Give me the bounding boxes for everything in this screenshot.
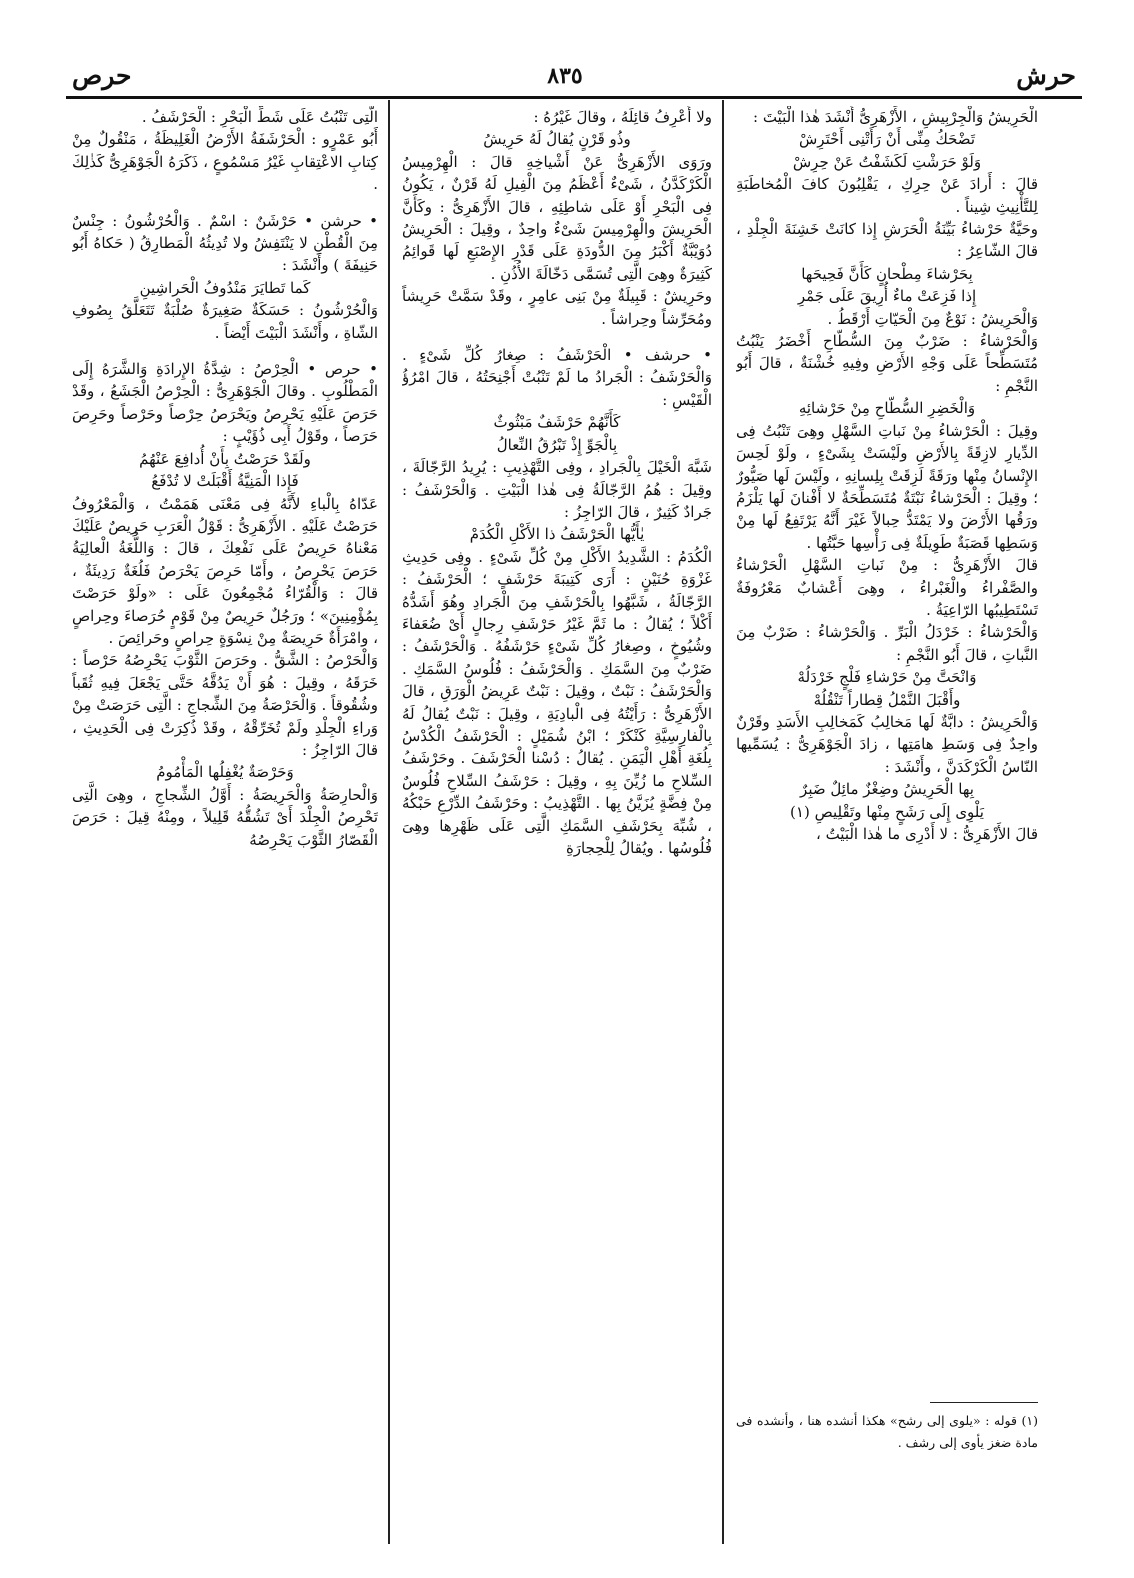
verse-line: وأَقْبَلَ النَّمْلُ قِطاراً تَنْقُلُهْ xyxy=(813,690,961,709)
verse-line: تَضْحَكُ مِنِّى أَنْ رَأَتْنِى أَحْتَرِشْ xyxy=(799,130,975,149)
verse-line: وذُو قَرْنٍ يُقالُ لَهُ حَرِيشُ xyxy=(483,130,631,149)
header-rule xyxy=(66,96,1082,99)
verse-line: ولَقَدْ حَرَصْتُ بِأَنْ أُدافِعَ عَنْهُمُ xyxy=(139,449,311,468)
entry-paragraph: • حرشف • الْحَرْشَفُ : صِغارُ كُلِّ شَىْءٍ . وَالْحَرْشَفُ : الْجَرادُ ما لَمْ تَنْبُتْ أَجْنِحَتُهُ ، قالَ امْرُؤُ الْقَيْسِ : xyxy=(402,346,712,409)
paragraph: قالَ الأَزْهَرِىُّ : مِنْ نَباتِ السَّهْلِ الْحَرْشاءُ والصَّفْراءُ والْغَبْراءُ ، وهِىَ أَعْشابٌ مَعْرُوفَةٌ تَسْتَطِيبُها الرّاعِيَةُ . xyxy=(736,556,1038,619)
verse-line: وَلَوْ حَرَشْتِ لَكَشَفْتُ عَنْ حِرِشْ xyxy=(792,152,982,171)
paragraph: عَدّاهُ بِالْباءِ لأَنَّهُ فِى مَعْنَى هَمَمْتُ ، وَالْمَعْرُوفُ حَرَصْتُ عَلَيْهِ . الأَزْهَرِىُّ : قَوْلُ الْعَرَبِ حَرِيصٌ عَلَيْكَ مَعْناهُ حَرِيصٌ عَلَى نَفْعِكَ ، قالَ : وَاللُّغَةُ الْعالِيَةُ حَرَصَ يَحْرِصُ ، وأَمّا حَرِصَ يَحْرَصُ فَلُغَةٌ رَدِيئَةٌ ، قالَ : وَالْقُرّاءُ مُجْمِعُونَ عَلَى : «ولَوْ حَرَصْتَ بِمُؤْمِنِينَ» ؛ ورَجُلٌ حَرِيصٌ مِنْ قَوْمٍ حُرَصاءَ وحِراصٍ ، وامْرَأَةٌ حَرِيصَةٌ مِنْ نِسْوَةٍ حِراصٍ وحَرائِصَ . xyxy=(72,494,378,647)
verse-line: كَأَنَّهُمْ حَرْشَفٌ مَبْثُوثٌ xyxy=(493,413,621,432)
verse-line: وَحَرْصَةٌ يُغْفِلُها الْمَأْمُومُ xyxy=(156,763,294,782)
paragraph: الَّتِى تَنْبُتُ عَلَى شَطِّ الْبَحْرِ : الْحَرْشَفُ . xyxy=(141,108,378,126)
column-middle xyxy=(402,106,712,1538)
verse-line: وَانْحَتَّ مِنْ حَرْشاءِ فَلْجٍ خَرْدَلُهْ xyxy=(797,668,977,687)
paragraph: وَالْحُرْشُونُ : حَسَكَةٌ صَغِيرَةٌ صُلْبَةٌ تَتَعَلَّقُ بِصُوفِ الشّاةِ ، وأَنْشَدَ الْبَيْتَ أَيْضاً . xyxy=(72,301,378,342)
paragraph: أَبُو عَمْرٍو : الْحَرْشَفَةُ الأَرْضُ الْغَلِيظَةُ ، مَنْقُولٌ مِنْ كِتابِ الاعْتِقابِ غَيْرُ مَسْمُوعٍ ، ذَكَرَهُ الْجَوْهَرِىُّ كَذٰلِكَ . xyxy=(72,130,378,194)
paragraph: وَالْحَرْشاءُ : ضَرْبٌ مِنَ السُّطّاحِ أَخْضَرُ يَنْبُتُ مُتَسَطِّحاً عَلَى وَجْهِ الأَرْضِ وفِيهِ خُشْنَةٌ ، قالَ أَبُو النَّجْمِ : xyxy=(736,332,1038,395)
page-number: ٨٣٥ xyxy=(547,63,583,89)
entry-paragraph: • حرشن • حَرْشَنٌ : اسْمٌ . وَالْحُرْشُونُ : جِنْسٌ مِنَ الْقُطْنِ لا يَنْتَفِشُ ولا تُدِيثُهُ الْمَطارِقُ ( حَكاهُ أَبُو حَنِيفَةَ ) وأَنْشَدَ : xyxy=(72,211,378,275)
header-left-keyword: حرص xyxy=(72,61,132,90)
column-divider-right xyxy=(722,100,724,1544)
paragraph: وَالْحَرِيشُ : دابَّةٌ لَها مَخالِبُ كَمَخالِبِ الأَسَدِ وقَرْنٌ واحِدٌ فِى وَسَطِ هامَتِها ، زادَ الْجَوْهَرِىُّ : يُسَمِّيها النّاسُ الْكَرْكَدَنَّ ، وأَنْشَدَ : xyxy=(736,712,1038,776)
column-left xyxy=(72,106,378,1538)
verse-line: يَلْوِى إِلَى رَشَحٍ مِنْها وتَقْلِيصِ (١) xyxy=(790,802,984,821)
paragraph: وَالْحَرِيشُ : نَوْعٌ مِنَ الْحَيّاتِ أَرْقَطُ . xyxy=(827,309,1038,328)
verse-line: بِالْجَوِّ إِذْ تَبْرُقُ النِّعالُ xyxy=(496,435,618,454)
verse-line: فَإِذا الْمَنِيَّةُ أَقْبَلَتْ لا تُدْفَعُ xyxy=(151,472,299,491)
paragraph: الْكُدَمُ : الشَّدِيدُ الأَكْلِ مِنْ كُلِّ شَىْءٍ . وفِى حَدِيثِ غَزْوَةِ حُنَيْنٍ : أَرَى كَتِيبَةَ حَرْشَفٍ ؛ الْحَرْشَفُ : الرَّجّالَةُ ، شَبَّهُوا بِالْحَرْشَفِ مِنَ الْجَرادِ وهُوَ أَشَدُّهُ أَكْلاً ؛ يُقالُ : ما ثَمَّ غَيْرُ حَرْشَفِ رِجالٍ أَىْ ضُعَفاءَ وشُيُوخٍ ، وصِغارُ كُلِّ شَىْءٍ حَرْشَفُهُ . وَالْحَرْشَفُ : ضَرْبٌ مِنَ السَّمَكِ . وَالْحَرْشَفُ : فُلُوسُ السَّمَكِ . وَالْحَرْشَفُ : نَبْتٌ ، وقِيلَ : نَبْتٌ عَرِيضُ الْوَرَقِ ، قالَ الأَزْهَرِىُّ : رَأَيْتُهُ فِى الْبادِيَةِ ، وقِيلَ : نَبْتٌ يُقالُ لَهُ بِالْفارِسِيَّةِ كَنْكَرْ ؛ ابْنُ شُمَيْلٍ : الْحَرْشَفُ الْكُدْسُ بِلُغَةِ أَهْلِ الْيَمَنِ . يُقالُ : دُسْنا الْحَرْشَفَ . وحَرْشَفُ السِّلاحِ ما زُيِّنَ بِهِ ، وقِيلَ : حَرْشَفُ السِّلاحِ فُلُوسٌ مِنْ فِضَّةٍ يُزَيَّنُ بِها . التَّهْذِيبُ : وحَرْشَفُ الدِّرْعِ حَبْكُهُ ، شُبِّهَ بِحَرْشَفِ السَّمَكِ الَّتِى عَلَى ظَهْرِها وهِىَ فُلُوسُها . ويُقالُ لِلْحِجارَةِ xyxy=(402,547,712,857)
paragraph: الْحَرِيشُ وَالْجِرْبِيشِ ، الأَزْهَرِىُّ أَنْشَدَ هٰذا الْبَيْتَ : xyxy=(753,108,1038,126)
paragraph: وَالْحَرْصُ : الشَّقُّ . وحَرَصَ الثَّوْبَ يَحْرِصُهُ حَرْصاً : خَرَقَهُ ، وقِيلَ : هُوَ أَنْ يَدُقَّهُ حَتَّى يَجْعَلَ فِيهِ ثُقَباً وشُقُوقاً . وَالْحَرْصَةُ مِنَ الشِّجاجِ : الَّتِى حَرَصَتْ مِنْ وَراءِ الْجِلْدِ ولَمْ تُخَرِّقْهُ ، وقَدْ ذُكِرَتْ فِى الْحَدِيثِ ، قالَ الرّاجِزُ : xyxy=(72,651,378,759)
paragraph: شَبَّهَ الْخَيْلَ بِالْجَرادِ ، وفِى التَّهْذِيبِ : يُرِيدُ الرَّجّالَةَ ، وقِيلَ : هُمُ الرَّجّالَةُ فِى هٰذا الْبَيْتِ . وَالْحَرْشَفُ : جَرادٌ كَثِيرٌ ، قالَ الرّاجِزُ : xyxy=(402,458,712,521)
paragraph: وَالْحارِصَةُ وَالْحَرِيصَةُ : أَوَّلُ الشِّجاجِ ، وهِىَ الَّتِى تَحْرِصُ الْجِلْدَ أَىْ تَشُقُّهُ قَلِيلاً ، ومِنْهُ قِيلَ : حَرَصَ الْقَصّارُ الثَّوْبَ يَحْرِصُهُ xyxy=(72,785,378,849)
paragraph: قالَ الأَزْهَرِىُّ : لا أَدْرِى ما هٰذا الْبَيْتُ ، xyxy=(815,825,1038,843)
verse-line: وَالْخَضِرِ السُّطّاحِ مِنْ حَرْشائِهِ xyxy=(798,399,976,418)
verse-line: إِذا فَزِعَتْ ماءٌ أُرِيقَ عَلَى جَمْرِ xyxy=(797,287,977,306)
paragraph: وحَرِيشٌ : قَبِيلَةٌ مِنْ بَنِى عامِرٍ ، وقَدْ سَمَّتْ حَرِيشاً ومُحَرِّشاً وحِراشاً . xyxy=(402,287,712,328)
paragraph: وحَيَّةٌ حَرْشاءُ بَيِّنَةُ الْحَرَشِ إِذا كانَتْ خَشِنَةَ الْجِلْدِ ، قالَ الشّاعِرُ : xyxy=(736,220,1038,261)
header-right-keyword: حرش xyxy=(1016,61,1076,90)
footnote: (١) قوله : «يلوى إلى رشح» هكذا أنشده هنا ، وأنشده فى مادة ضغز يأوى إلى رشف . xyxy=(736,1413,1038,1450)
verse-line: بِحَرْشاءَ مِطْحانٍ كَأَنَّ فَحِيحَها xyxy=(801,264,973,283)
paragraph: ورَوَى الأَزْهَرِىُّ عَنْ أَشْياخِهِ قالَ : الْهِرْمِيسُ الْكَرْكَدَّنُ ، شَىْءٌ أَعْظَمُ مِنَ الْفِيلِ لَهُ قَرْنٌ ، يَكُونُ فِى الْبَحْرِ أَوْ عَلَى شاطِئِهِ ، قالَ الأَزْهَرِىُّ : وكَأَنَّ الْحَرِيشَ والْهِرْمِيسَ شَىْءٌ واحِدٌ ، وقِيلَ : الْحَرِيشُ دُوَيْبَّةٌ أَكْبَرُ مِنَ الدُّودَةِ عَلَى قَدْرِ الإِصْبَعِ لَها قَوائِمُ كَثِيرَةٌ وهِىَ الَّتِى تُسَمَّى دَخّالَةَ الأُذُنِ . xyxy=(402,152,712,283)
entry-paragraph: • حرص • الْحِرْصُ : شِدَّةُ الإِرادَةِ وَالشَّرَهُ إِلَى الْمَطْلُوبِ . وقالَ الْجَوْهَرِىُّ : الْحِرْصُ الْجَشَعُ ، وقَدْ حَرَصَ عَلَيْهِ يَحْرِصُ ويَحْرَصُ حِرْصاً وحَرْصاً وحَرِصَ حَرَصاً ، وقَوْلُ أَبِى ذُؤَيْبٍ : xyxy=(72,360,378,446)
verse-line: يٰأَيُّها الْحَرْشَفُ ذا الأَكْلِ الْكُدَمْ xyxy=(469,525,645,544)
column-right xyxy=(736,106,1038,1538)
paragraph: وَالْحَرْشاءُ : خَرْدَلُ الْبَرِّ . وَالْحَرْشاءُ : ضَرْبٌ مِنَ النَّباتِ ، قالَ أَبُو النَّجْمِ : xyxy=(736,623,1038,664)
column-divider-left xyxy=(388,100,390,1544)
footnote-rule xyxy=(930,1402,1038,1403)
paragraph: وقِيلَ : الْحَرْشاءُ مِنْ نَباتِ السَّهْلِ وهِىَ تَنْبُتُ فِى الدِّيارِ لازِقَةً بِالأَرْضِ ولَيْسَتْ بِشَىْءٍ ، ولَوْ لَحِسَ الإِنْسانُ مِنْها ورَقَةً لَزِقَتْ بِلِسانِهِ ، ولَيْسَ لَها صَيُّورٌ ؛ وقِيلَ : الْحَرْشاءُ نَبْتَةٌ مُتَسَطِّحَةٌ لا أَفْنانَ لَها يَلْزَمُ ورَقُها الأَرْضَ ولا يَمْتَدُّ حِبالاً غَيْرَ أَنَّهُ يَرْتَفِعُ لَها مِنْ وَسَطِها قَصَبَةٌ طَوِيلَةٌ فِى رَأْسِها حَبَّتُها . xyxy=(736,421,1038,552)
paragraph: قالَ : أَرادَ عَنْ حِرِكِ ، يَقْلِبُونَ كافَ الْمُخاطَبَةِ لِلتَّأْنِيثِ شِيناً . xyxy=(736,175,1038,216)
verse-line: بِها الْحَرِيشُ وضِغْزٌ مائِلٌ ضَبِرٌ xyxy=(800,780,974,799)
paragraph: ولا أَعْرِفُ قائِلَهُ ، وقالَ غَيْرُهُ : xyxy=(533,108,712,126)
verse-line: كَما تَطايَرَ مَنْدُوفُ الْحَراشِينِ xyxy=(139,278,311,297)
